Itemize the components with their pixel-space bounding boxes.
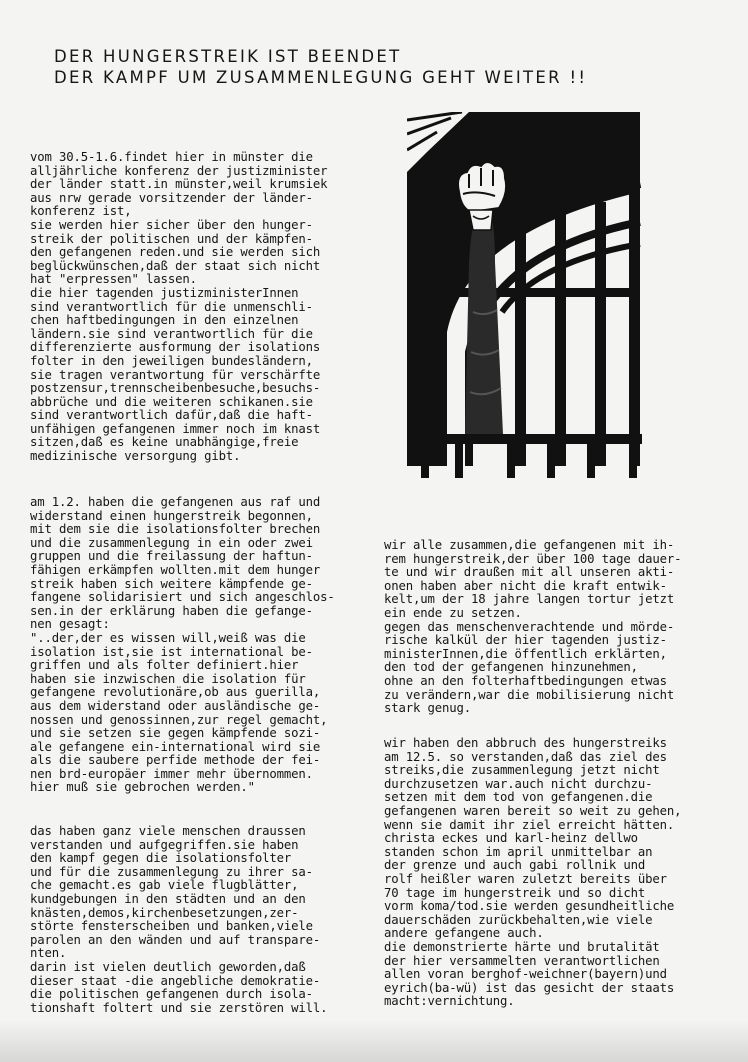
text-line: nossen und genossinnen,zur regel gemacht, [30, 712, 328, 727]
text-line: gegen das menschenverachtende und mörde- [384, 619, 675, 634]
headline-line-1: DER HUNGERSTREIK IST BEENDET [54, 47, 402, 66]
text-line: stark genug. [384, 701, 472, 716]
text-line: am 1.2. haben die gefangenen aus raf und [30, 495, 321, 509]
text-line: streik der politischen und der kämpfen- [30, 231, 313, 246]
text-line: die politischen gefangenen durch isola- [30, 987, 313, 1002]
text-line: gruppen und die freilassung der haftun- [30, 549, 313, 564]
text-line: streik haben sich weitere kämpfende ge- [30, 576, 313, 591]
text-line: medizinische versorgung gibt. [30, 449, 241, 464]
text-line: rolf heißler waren zuletzt bereits über [384, 871, 667, 886]
text-line: verstanden und aufgegriffen.sie haben [30, 837, 299, 852]
text-line: sind verantwortlich für die unmenschli- [30, 299, 313, 314]
text-line: chen haftbedingungen in den einzelnen [30, 313, 299, 328]
right-paragraph-abort [384, 737, 734, 1009]
text-line: dieser staat -die angebliche demokratie- [30, 973, 321, 988]
text-line: hier muß sie gebrochen werden." [30, 780, 255, 795]
text-line: als die saubere perfide methode der fei- [30, 753, 321, 768]
text-line: allen voran berghof-weichner(bayern)und [384, 967, 667, 982]
text-line: tionshaft foltert und sie zerstören will. [30, 1000, 328, 1015]
text-line: der länder statt.in münster,weil krumsiek [30, 177, 328, 192]
text-line: am 12.5. so verstanden,daß das ziel des [384, 749, 667, 764]
text-line: streiks,die zusammenlegung jetzt nicht [384, 763, 660, 778]
text-line: "..der,der es wissen will,weiß was die [30, 630, 306, 645]
left-paragraph-hungerstrike [30, 496, 375, 795]
text-line: te und wir draußen mit all unseren akti- [384, 565, 675, 580]
text-line: knästen,demos,kirchenbesetzungen,zer- [30, 905, 299, 920]
text-line: und die zusammenlegung in ein oder zwei [30, 535, 313, 550]
text-line: ländern.sie sind verantwortlich für die [30, 326, 313, 341]
text-line: folter in den jeweiligen bundesländern, [30, 353, 313, 368]
text-line: ale gefangene ein-international wird sie [30, 739, 321, 754]
text-line: eyrich(ba-wü) ist das gesicht der staats [384, 980, 675, 995]
left-paragraph-solidarity [30, 825, 375, 1015]
text-line: ministerInnen,die öffentlich erklärten, [384, 646, 667, 661]
text-line: rische kalkül der hier tagenden justiz- [384, 633, 667, 648]
text-line: ohne an den folterhaftbedingungen etwas [384, 673, 667, 688]
text-line: kelt,um der 18 jahre langen tortur jetzt [384, 592, 675, 607]
text-line: isolation ist,sie ist international be- [30, 644, 313, 659]
scan-shadow [0, 1020, 748, 1062]
text-line: mit dem sie die isolationsfolter brechen [30, 522, 321, 537]
text-line: setzen mit dem tod von gefangenen.die [384, 790, 653, 805]
text-line: unfähigen gefangenen immer noch im knast [30, 421, 321, 436]
text-line: der grenze und auch gabi rollnik und [384, 858, 646, 873]
text-line: sitzen,daß es keine unabhängige,freie [30, 435, 299, 450]
text-line: sen.in der erklärung haben die gefange- [30, 603, 313, 618]
text-line: das haben ganz viele menschen draussen [30, 824, 306, 838]
text-line: gefangene revolutionäre,ob aus guerilla, [30, 685, 321, 700]
raised-fist-behind-bars-icon [407, 112, 644, 482]
text-line: gefangenen waren bereit so weit zu gehen, [384, 803, 682, 818]
text-line: sie tragen verantwortung für verschärfte [30, 367, 321, 382]
text-line: rem hungerstreik,der über 100 tage dauer- [384, 551, 682, 566]
text-line: onen haben aber nicht die kraft entwik- [384, 578, 667, 593]
text-line: und für die zusammenlegung zu ihrer sa- [30, 864, 313, 879]
text-line: beglückwünschen,daß der staat sich nicht [30, 258, 321, 273]
right-paragraph-mobilisation [384, 539, 734, 716]
text-line: die hier tagenden justizministerInnen [30, 285, 299, 300]
text-line: den gefangenen reden.und sie werden sich [30, 245, 321, 260]
text-line: macht:vernichtung. [384, 994, 515, 1009]
text-line: störte fensterscheiben und banken,viele [30, 919, 313, 934]
text-line: konferenz ist, [30, 204, 132, 219]
headline-line-2: DER KAMPF UM ZUSAMMENLEGUNG GEHT WEITER !! [54, 68, 588, 87]
text-line: der hier versammelten verantwortlichen [384, 953, 660, 968]
text-line: che gemacht.es gab viele flugblätter, [30, 878, 299, 893]
text-line: wenn sie damit ihr ziel erreicht hätten. [384, 817, 675, 832]
text-line: dauerschäden zurückbehalten,wie viele [384, 912, 653, 927]
text-line: hat "erpressen" lassen. [30, 272, 197, 287]
text-line: vom 30.5-1.6.findet hier in münster die [30, 150, 313, 164]
headline [54, 46, 587, 88]
text-line: widerstand einen hungerstreik begonnen, [30, 508, 313, 523]
text-line: ein ende zu setzen. [384, 605, 522, 620]
text-line: fähigen erkämpfen wollten.mit dem hunger [30, 562, 321, 577]
text-line: fangene solidarisiert und sich angeschlos- [30, 590, 335, 605]
text-line: alljährliche konferenz der justizminister [30, 163, 328, 178]
text-line: wir haben den abbruch des hungerstreiks [384, 736, 667, 750]
text-line: durchzusetzen war.auch nicht durchzu- [384, 776, 653, 791]
text-line: den kampf gegen die isolationsfolter [30, 851, 292, 866]
text-line: den tod der gefangenen hinzunehmen, [384, 660, 638, 675]
text-line: parolen an den wänden und auf transpare- [30, 932, 321, 947]
text-line: griffen und als folter definiert.hier [30, 658, 299, 673]
text-line: kundgebungen in den städten und an den [30, 891, 306, 906]
text-line: und sie setzen sie gegen kämpfende sozi- [30, 726, 321, 741]
text-line: sie werden hier sicher über den hunger- [30, 217, 313, 232]
text-line: haben sie inzwischen die isolation für [30, 671, 306, 686]
text-line: aus dem widerstand oder ausländische ge- [30, 698, 321, 713]
text-line: wir alle zusammen,die gefangenen mit ih- [384, 538, 675, 552]
text-line: standen schon im april unmittelbar an [384, 844, 653, 859]
text-line: die demonstrierte härte und brutalität [384, 939, 660, 954]
text-line: andere gefangene auch. [384, 926, 544, 941]
text-line: postzensur,trennscheibenbesuche,besuchs- [30, 381, 321, 396]
text-line: darin ist vielen deutlich geworden,daß [30, 959, 306, 974]
text-line: christa eckes und karl-heinz dellwo [384, 831, 638, 846]
text-line: 70 tage im hungerstreik und so dicht [384, 885, 646, 900]
text-line: differenzierte ausformung der isolations [30, 340, 321, 355]
text-line: sind verantwortlich dafür,daß die haft- [30, 408, 313, 423]
text-line: zu verändern,war die mobilisierung nicht [384, 687, 675, 702]
left-paragraph-conference [30, 151, 375, 464]
text-line: vorm koma/tod.sie werden gesundheitliche [384, 899, 675, 914]
text-line: nen gesagt: [30, 617, 110, 632]
text-line: nten. [30, 946, 67, 961]
text-line: aus nrw gerade vorsitzender der länder- [30, 190, 313, 205]
text-line: abbrüche und die weiteren schikanen.sie [30, 394, 313, 409]
text-line: nen brd-europäer immer mehr übernommen. [30, 766, 313, 781]
